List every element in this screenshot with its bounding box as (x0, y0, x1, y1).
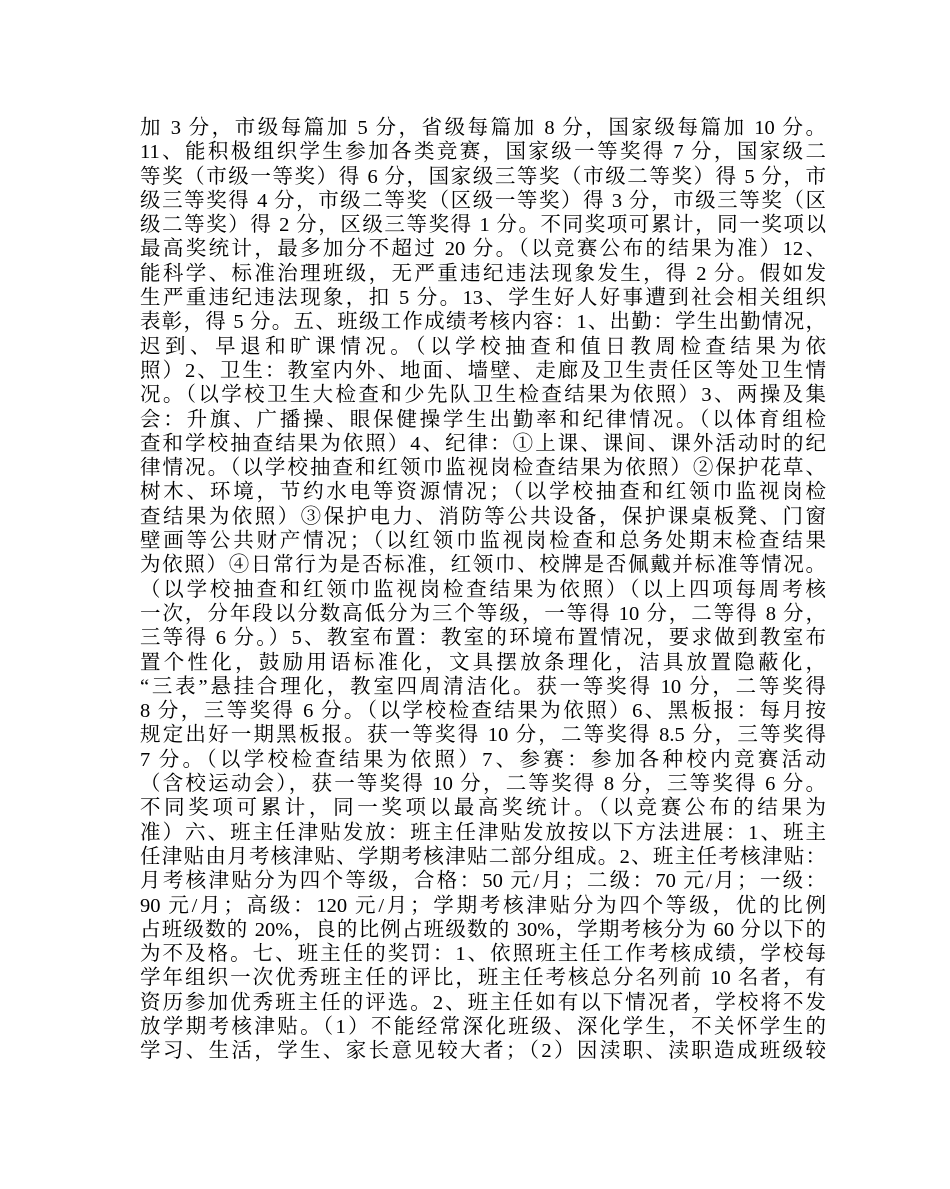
text-line: 月考核津贴分为四个等级，合格：50 元/月；二级：70 元/月；一级： (140, 870, 826, 893)
text-line: （以学校抽查和红领巾监视岗检查结果为依照）（以上四项每周考核 (140, 578, 826, 601)
text-line: 照）2、卫生：教室内外、地面、墙壁、走廊及卫生责任区等处卫生情 (140, 359, 826, 382)
text-line: 等奖（市级一等奖）得 6 分，国家级三等奖（市级二等奖）得 5 分，市 (140, 165, 826, 188)
text-line: 最高奖统计，最多加分不超过 20 分。（以竞赛公布的结果为准）12、 (140, 238, 826, 261)
text-line: “三表”悬挂合理化，教室四周清洁化。获一等奖得 10 分，二等奖得 (140, 675, 826, 698)
text-line: 三等得 6 分。）5、教室布置：教室的环境布置情况，要求做到教室布 (140, 627, 826, 650)
text-line: （含校运动会），获一等奖得 10 分，二等奖得 8 分，三等奖得 6 分。 (140, 773, 826, 796)
text-line: 11、能积极组织学生参加各类竞赛，国家级一等奖得 7 分，国家级二 (140, 141, 826, 164)
text-line: 级三等奖得 4 分，市级二等奖（区级一等奖）得 3 分，市级三等奖（区 (140, 189, 826, 212)
text-line: 迟到、早退和旷课情况。（以学校抽查和值日教周检查结果为依 (140, 335, 826, 358)
text-line: 准）六、班主任津贴发放：班主任津贴发放按以下方法进展：1、班主 (140, 821, 826, 844)
text-line: 况。（以学校卫生大检查和少先队卫生检查结果为依照）3、两操及集 (140, 384, 826, 407)
text-line: 表彰，得 5 分。五、班级工作成绩考核内容：1、出勤：学生出勤情况， (140, 311, 826, 334)
text-line: 树木、环境，节约水电等资源情况；（以学校抽查和红领巾监视岗检 (140, 481, 826, 504)
text-line: 置个性化，鼓励用语标准化，文具摆放条理化，洁具放置隐蔽化， (140, 651, 826, 674)
text-line: 壁画等公共财产情况；（以红领巾监视岗检查和总务处期末检查结果 (140, 530, 826, 553)
text-line: 律情况。（以学校抽查和红领巾监视岗检查结果为依照）②保护花草、 (140, 457, 826, 480)
text-line: 加 3 分，市级每篇加 5 分，省级每篇加 8 分，国家级每篇加 10 分。 (140, 117, 826, 139)
text-line: 资历参加优秀班主任的评选。2、班主任如有以下情况者，学校将不发 (140, 991, 826, 1014)
text-line: 一次，分年段以分数高低分为三个等级，一等得 10 分，二等得 8 分， (140, 602, 826, 625)
body-text (140, 116, 826, 1064)
text-line: 不同奖项可累计，同一奖项以最高奖统计。（以竞赛公布的结果为 (140, 797, 826, 820)
text-line: 7 分。（以学校检查结果为依照）7、参赛：参加各种校内竞赛活动 (140, 748, 826, 771)
text-line: 为不及格。七、班主任的奖罚：1、依照班主任工作考核成绩，学校每 (140, 943, 826, 966)
text-line: 查和学校抽查结果为依照）4、纪律：①上课、课间、课外活动时的纪 (140, 432, 826, 455)
text-line: 会：升旗、广播操、眼保健操学生出勤率和纪律情况。（以体育组检 (140, 408, 826, 431)
text-line: 为依照）④日常行为是否标准，红领巾、校牌是否佩戴并标准等情况。 (140, 554, 826, 577)
text-line: 占班级数的 20%，良的比例占班级数的 30%，学期考核分为 60 分以下的 (140, 918, 826, 941)
text-line: 规定出好一期黑板报。获一等奖得 10 分，二等奖得 8.5 分，三等奖得 (140, 724, 826, 747)
text-line: 级二等奖）得 2 分，区级三等奖得 1 分。不同奖项可累计，同一奖项以 (140, 214, 826, 237)
text-line: 查结果为依照）③保护电力、消防等公共设备，保护课桌板凳、门窗 (140, 505, 826, 528)
text-line: 放学期考核津贴。（1）不能经常深化班级、深化学生，不关怀学生的 (140, 1015, 826, 1038)
text-line: 8 分，三等奖得 6 分。（以学校检查结果为依照）6、黑板报：每月按 (140, 700, 826, 723)
text-line: 学习、生活，学生、家长意见较大者；（2）因渎职、渎职造成班级较 (140, 1040, 826, 1063)
text-line: 任津贴由月考核津贴、学期考核津贴二部分组成。2、班主任考核津贴： (140, 845, 826, 868)
text-line: 生严重违纪违法现象，扣 5 分。13、学生好人好事遭到社会相关组织 (140, 287, 826, 310)
text-line: 90 元/月；高级：120 元/月；学期考核津贴分为四个等级，优的比例 (140, 894, 826, 917)
text-line: 能科学、标准治理班级，无严重违纪违法现象发生，得 2 分。假如发 (140, 262, 826, 285)
text-line: 学年组织一次优秀班主任的评比，班主任考核总分名列前 10 名者，有 (140, 967, 826, 990)
